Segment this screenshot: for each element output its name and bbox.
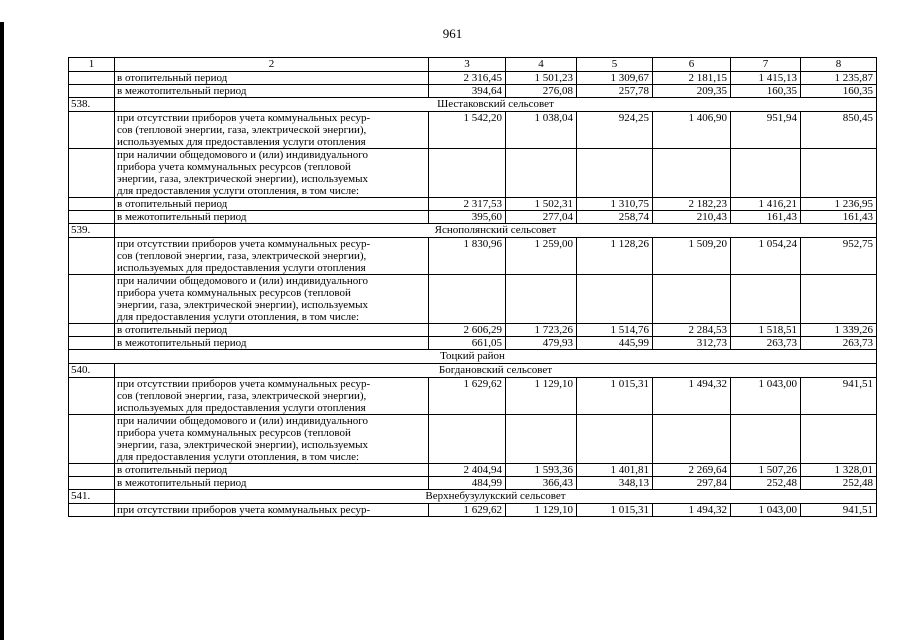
tariff-value: 1 518,51 xyxy=(731,324,801,337)
tariff-value: 2 182,23 xyxy=(653,198,731,211)
tariff-value xyxy=(801,415,877,464)
row-number: 540. xyxy=(69,364,115,378)
tariff-value: 2 606,29 xyxy=(429,324,506,337)
tariff-description: при отсутствии приборов учета коммунальных ресур- сов (тепловой энергии, газа, электрической энергии), используемых для предоставления услуги отопления xyxy=(115,112,429,149)
tariff-value xyxy=(801,275,877,324)
tariff-row xyxy=(69,149,877,198)
tariff-value: 1 129,10 xyxy=(506,504,577,517)
tariff-value: 2 284,53 xyxy=(653,324,731,337)
row-number-cell xyxy=(69,378,115,415)
tariff-value xyxy=(801,149,877,198)
tariff-value xyxy=(577,275,653,324)
tariff-row xyxy=(69,464,877,477)
tariff-value xyxy=(506,149,577,198)
tariff-value: 2 404,94 xyxy=(429,464,506,477)
tariff-value: 1 038,04 xyxy=(506,112,577,149)
tariff-value: 252,48 xyxy=(731,477,801,490)
tariff-row xyxy=(69,85,877,98)
row-number-cell xyxy=(69,211,115,224)
row-number-cell xyxy=(69,85,115,98)
settlement-section-row xyxy=(69,224,877,238)
tariff-value: 395,60 xyxy=(429,211,506,224)
tariff-description: при отсутствии приборов учета коммунальных ресур- сов (тепловой энергии, газа, электрической энергии), используемых для предоставления услуги отопления xyxy=(115,378,429,415)
tariff-value: 1 416,21 xyxy=(731,198,801,211)
tariff-value: 257,78 xyxy=(577,85,653,98)
district-name: Тоцкий район xyxy=(69,350,877,364)
tariff-row xyxy=(69,477,877,490)
tariff-description: при наличии общедомового и (или) индивидуального прибора учета коммунальных ресурсов (тепловой энергии, газа, электрической энергии), используемых для предоставления услуги отопления, в том числе: xyxy=(115,275,429,324)
row-number-cell xyxy=(69,149,115,198)
tariff-value: 252,48 xyxy=(801,477,877,490)
tariff-value: 277,04 xyxy=(506,211,577,224)
tariff-value: 479,93 xyxy=(506,337,577,350)
tariff-value xyxy=(429,415,506,464)
column-number: 5 xyxy=(577,58,653,72)
tariff-value: 1 236,95 xyxy=(801,198,877,211)
settlement-name: Шестаковский сельсовет xyxy=(115,98,877,112)
tariff-value: 2 181,15 xyxy=(653,72,731,85)
tariff-value: 161,43 xyxy=(801,211,877,224)
row-number-cell xyxy=(69,415,115,464)
tariff-value: 1 015,31 xyxy=(577,378,653,415)
row-number: 541. xyxy=(69,490,115,504)
column-number: 6 xyxy=(653,58,731,72)
tariff-row xyxy=(69,198,877,211)
page-number: 961 xyxy=(442,26,463,41)
settlement-name: Богдановский сельсовет xyxy=(115,364,877,378)
tariff-value: 952,75 xyxy=(801,238,877,275)
tariff-description: в отопительный период xyxy=(115,324,429,337)
tariff-value xyxy=(731,415,801,464)
tariff-row xyxy=(69,112,877,149)
tariff-value: 1 235,87 xyxy=(801,72,877,85)
tariff-value: 1 015,31 xyxy=(577,504,653,517)
tariff-value: 1 339,26 xyxy=(801,324,877,337)
row-number-cell xyxy=(69,477,115,490)
tariff-description: при наличии общедомового и (или) индивидуального прибора учета коммунальных ресурсов (тепловой энергии, газа, электрической энергии), используемых для предоставления услуги отопления, в том числе: xyxy=(115,415,429,464)
tariff-value: 1 593,36 xyxy=(506,464,577,477)
tariff-value: 1 507,26 xyxy=(731,464,801,477)
tariff-value xyxy=(731,149,801,198)
tariff-row xyxy=(69,337,877,350)
tariff-value: 484,99 xyxy=(429,477,506,490)
tariff-description: в межотопительный период xyxy=(115,337,429,350)
tariff-value: 1 415,13 xyxy=(731,72,801,85)
tariff-value: 1 310,75 xyxy=(577,198,653,211)
tariff-value: 276,08 xyxy=(506,85,577,98)
tariff-value: 941,51 xyxy=(801,504,877,517)
tariff-value xyxy=(577,149,653,198)
row-number: 538. xyxy=(69,98,115,112)
tariff-description: при отсутствии приборов учета коммунальных ресур- сов (тепловой энергии, газа, электрической энергии), используемых для предоставления услуги отопления xyxy=(115,238,429,275)
row-number-cell xyxy=(69,324,115,337)
tariff-value: 1 259,00 xyxy=(506,238,577,275)
tariff-value: 312,73 xyxy=(653,337,731,350)
tariff-value: 160,35 xyxy=(731,85,801,98)
tariff-value: 445,99 xyxy=(577,337,653,350)
tariff-description: в межотопительный период xyxy=(115,211,429,224)
row-number-cell xyxy=(69,504,115,517)
tariff-row xyxy=(69,275,877,324)
tariff-value: 1 514,76 xyxy=(577,324,653,337)
row-number-cell xyxy=(69,238,115,275)
tariff-value: 951,94 xyxy=(731,112,801,149)
row-number-cell xyxy=(69,464,115,477)
tariff-value: 1 128,26 xyxy=(577,238,653,275)
tariff-description: в отопительный период xyxy=(115,464,429,477)
tariff-value: 924,25 xyxy=(577,112,653,149)
row-number-cell xyxy=(69,72,115,85)
column-number: 3 xyxy=(429,58,506,72)
tariff-value xyxy=(731,275,801,324)
tariff-row xyxy=(69,504,877,517)
tariff-value: 1 542,20 xyxy=(429,112,506,149)
tariff-value: 1 309,67 xyxy=(577,72,653,85)
tariff-row xyxy=(69,211,877,224)
tariff-row xyxy=(69,378,877,415)
settlement-section-row xyxy=(69,98,877,112)
tariff-value: 1 629,62 xyxy=(429,504,506,517)
tariff-value: 1 401,81 xyxy=(577,464,653,477)
tariff-value xyxy=(653,275,731,324)
scan-left-edge xyxy=(0,22,4,640)
tariff-description: при наличии общедомового и (или) индивидуального прибора учета коммунальных ресурсов (тепловой энергии, газа, электрической энергии), используемых для предоставления услуги отопления, в том числе: xyxy=(115,149,429,198)
tariff-value: 1 328,01 xyxy=(801,464,877,477)
column-number: 4 xyxy=(506,58,577,72)
tariff-value: 1 502,31 xyxy=(506,198,577,211)
column-number: 8 xyxy=(801,58,877,72)
tariff-table xyxy=(68,57,877,517)
tariff-table-body xyxy=(69,58,877,517)
tariff-row xyxy=(69,238,877,275)
tariff-value: 1 501,23 xyxy=(506,72,577,85)
row-number: 539. xyxy=(69,224,115,238)
tariff-value: 160,35 xyxy=(801,85,877,98)
tariff-value xyxy=(506,275,577,324)
tariff-value: 1 494,32 xyxy=(653,378,731,415)
row-number-cell xyxy=(69,198,115,211)
tariff-value: 263,73 xyxy=(731,337,801,350)
tariff-value: 941,51 xyxy=(801,378,877,415)
column-number: 2 xyxy=(115,58,429,72)
tariff-value xyxy=(506,415,577,464)
tariff-row xyxy=(69,324,877,337)
settlement-section-row xyxy=(69,364,877,378)
column-number-header-row xyxy=(69,58,877,72)
tariff-value: 258,74 xyxy=(577,211,653,224)
tariff-value: 161,43 xyxy=(731,211,801,224)
tariff-row xyxy=(69,415,877,464)
tariff-description: при отсутствии приборов учета коммунальных ресур- xyxy=(115,504,429,517)
tariff-value: 1 723,26 xyxy=(506,324,577,337)
tariff-value: 366,43 xyxy=(506,477,577,490)
tariff-description: в отопительный период xyxy=(115,72,429,85)
tariff-row xyxy=(69,72,877,85)
tariff-value: 2 316,45 xyxy=(429,72,506,85)
tariff-value: 297,84 xyxy=(653,477,731,490)
settlement-name: Верхнебузулукский сельсовет xyxy=(115,490,877,504)
row-number-cell xyxy=(69,275,115,324)
tariff-value xyxy=(653,149,731,198)
tariff-value: 1 629,62 xyxy=(429,378,506,415)
settlement-name: Яснополянский сельсовет xyxy=(115,224,877,238)
tariff-value xyxy=(653,415,731,464)
tariff-value: 1 509,20 xyxy=(653,238,731,275)
tariff-value: 1 054,24 xyxy=(731,238,801,275)
tariff-value: 1 494,32 xyxy=(653,504,731,517)
tariff-value: 1 043,00 xyxy=(731,378,801,415)
tariff-description: в отопительный период xyxy=(115,198,429,211)
tariff-value: 1 129,10 xyxy=(506,378,577,415)
settlement-section-row xyxy=(69,490,877,504)
tariff-value: 850,45 xyxy=(801,112,877,149)
row-number-cell xyxy=(69,337,115,350)
tariff-description: в межотопительный период xyxy=(115,85,429,98)
tariff-value: 2 269,64 xyxy=(653,464,731,477)
tariff-value: 348,13 xyxy=(577,477,653,490)
tariff-description: в межотопительный период xyxy=(115,477,429,490)
district-row xyxy=(69,350,877,364)
tariff-value: 1 043,00 xyxy=(731,504,801,517)
tariff-value: 394,64 xyxy=(429,85,506,98)
tariff-value: 263,73 xyxy=(801,337,877,350)
column-number: 1 xyxy=(69,58,115,72)
row-number-cell xyxy=(69,112,115,149)
tariff-value: 2 317,53 xyxy=(429,198,506,211)
tariff-value xyxy=(429,149,506,198)
tariff-value: 1 830,96 xyxy=(429,238,506,275)
tariff-value: 210,43 xyxy=(653,211,731,224)
column-number: 7 xyxy=(731,58,801,72)
tariff-value xyxy=(577,415,653,464)
tariff-value: 661,05 xyxy=(429,337,506,350)
tariff-value xyxy=(429,275,506,324)
tariff-value: 209,35 xyxy=(653,85,731,98)
tariff-value: 1 406,90 xyxy=(653,112,731,149)
